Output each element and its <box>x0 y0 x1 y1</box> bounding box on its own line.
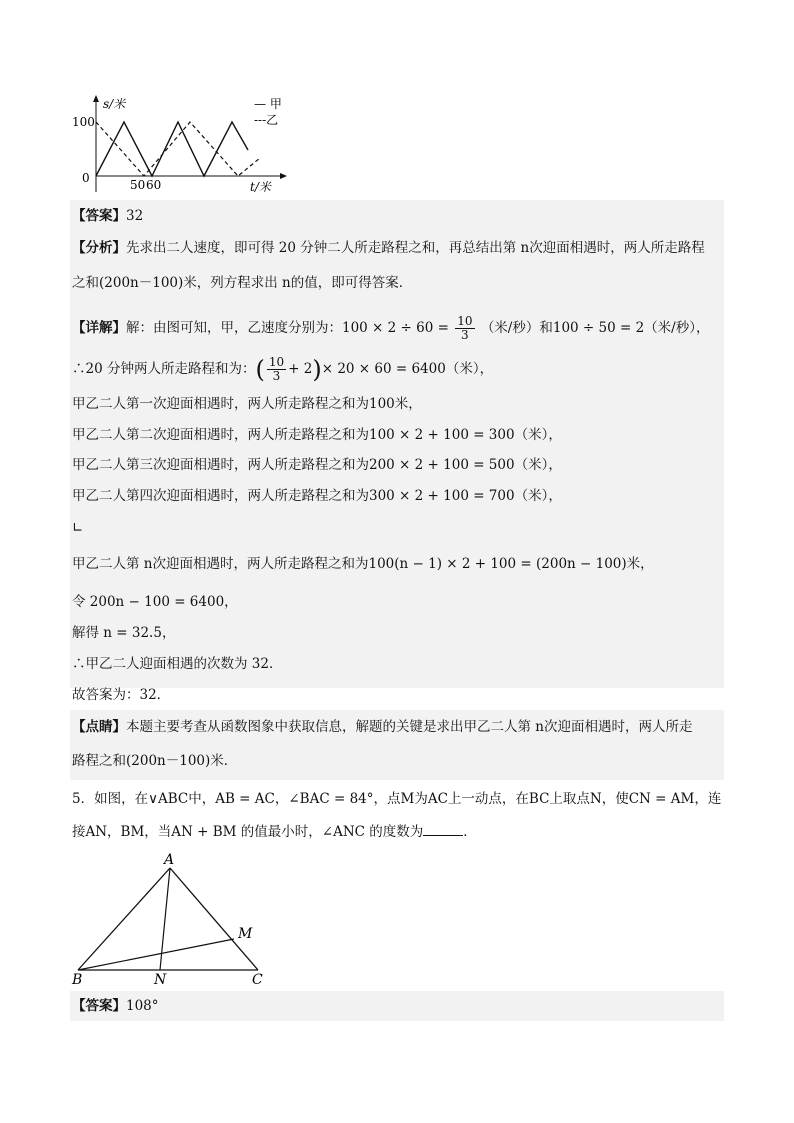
analysis-line-2 <box>72 273 722 293</box>
label-B: B <box>72 972 83 988</box>
analysis-text-1: 先求出二人速度，即可得 20 分钟二人所走路程之和，再总结出第 n次迎面相遇时，两人所走路程 <box>126 240 705 256</box>
let-equation-line: 令 200n − 100 = 6400， <box>72 594 238 610</box>
series-jia-line <box>96 122 248 176</box>
q5-line-2 <box>72 821 722 842</box>
legend-jia: — 甲 <box>254 97 282 111</box>
detail-text-1a: 解：由图可知，甲，乙速度分别为：100 × 2 ÷ 60 = <box>126 320 449 336</box>
answer-blank <box>423 821 463 836</box>
q5-line-1: 5．如图，在∨ABC中，AB = AC，∠BAC = 84°，点M为AC上一动点，在BC上取点N，使CN = AM，连 <box>72 791 722 807</box>
frac-denominator: 3 <box>461 328 469 342</box>
q5-answer-tag: 【答案】 <box>72 998 126 1014</box>
triangle-figure <box>70 848 280 988</box>
solve-line: 解得 n = 32.5， <box>72 625 176 641</box>
label-C: C <box>252 972 263 988</box>
frac2-denominator: 3 <box>272 369 281 383</box>
detail-tag: 【详解】 <box>72 320 126 336</box>
origin-label: 0 <box>82 171 90 185</box>
q5-answer <box>72 996 722 1016</box>
final-answer-line: 故答案为：32． <box>72 687 171 703</box>
ellipsis-line: ∟ <box>72 520 84 536</box>
x-tick-50: 50 <box>130 178 146 192</box>
comment-line-1 <box>72 717 722 737</box>
series-yi-line <box>96 122 260 176</box>
meet-line-n: 甲乙二人第 n次迎面相遇时，两人所走路程之和为100(n − 1) × 2 + 100 = (200n − 100)米， <box>72 556 654 572</box>
label-A: A <box>164 852 175 868</box>
analysis-tag: 【分析】 <box>72 240 126 256</box>
fraction-10-3-b <box>267 356 286 383</box>
side-AC <box>170 868 258 970</box>
meet-line-2: 甲乙二人第二次迎面相遇时，两人所走路程之和为100 × 2 + 100 = 300（米）， <box>72 427 562 443</box>
detail-text-2c: × 20 × 60 = 6400（米）， <box>321 361 494 377</box>
detail-text-2a: ∴20 分钟两人所走路程和为： <box>72 361 256 377</box>
detail-line-2: ∴20 分钟两人所走路程和为：( $\frac{10}{3}$ + 2)× 20 × 60 = 6400（米）， <box>72 355 494 384</box>
detail-text-1b: （米/秒）和100 ÷ 50 = 2（米/秒）， <box>480 320 710 336</box>
detail-text-2b: + 2 <box>288 361 313 377</box>
q5-text-2b: ． <box>463 824 477 840</box>
meet-line-1: 甲乙二人第一次迎面相遇时，两人所走路程之和为100米， <box>72 396 422 412</box>
q5-answer-value: 108° <box>126 998 159 1014</box>
fraction-10-3 <box>455 315 474 342</box>
x-axis-label: t/米 <box>250 180 271 194</box>
frac-numerator: 10 <box>457 314 473 328</box>
x-axis-arrow <box>280 173 287 179</box>
answer-tag: 【答案】 <box>72 208 126 224</box>
therefore-line: ∴甲乙二人迎面相遇的次数为 32． <box>72 656 283 672</box>
answer-value: 32 <box>126 208 144 224</box>
meet-line-4: 甲乙二人第四次迎面相遇时，两人所走路程之和为300 × 2 + 100 = 700（米）， <box>72 488 562 504</box>
x-tick-60: 60 <box>146 178 162 192</box>
analysis-text-2: 之和(200n－100)米，列方程求出 n的值，即可得答案． <box>72 275 413 291</box>
q5-text-2a: 接AN，BM，当AN + BM 的值最小时，∠ANC 的度数为 <box>72 824 424 840</box>
q4-answer <box>72 206 722 226</box>
segment-AN <box>160 868 170 970</box>
frac2-numerator: 10 <box>268 355 285 369</box>
comment-line-2: 路程之和(200n－100)米． <box>72 753 238 769</box>
label-M: M <box>238 926 253 942</box>
comment-tag: 【点睛】 <box>72 719 126 735</box>
y-axis-arrow <box>93 95 99 102</box>
distance-time-graph <box>70 92 300 200</box>
y-axis-label: s/米 <box>103 97 126 111</box>
y-tick-100: 100 <box>72 115 95 129</box>
comment-text-1: 本题主要考查从函数图象中获取信息，解题的关键是求出甲乙二人第 n次迎面相遇时，两人所走 <box>126 719 693 735</box>
legend-yi: ---乙 <box>254 113 279 127</box>
meet-line-3: 甲乙二人第三次迎面相遇时，两人所走路程之和为200 × 2 + 100 = 500（米）， <box>72 457 562 473</box>
label-N: N <box>154 972 167 988</box>
detail-line-1 <box>72 315 722 342</box>
analysis-line-1 <box>72 238 722 258</box>
